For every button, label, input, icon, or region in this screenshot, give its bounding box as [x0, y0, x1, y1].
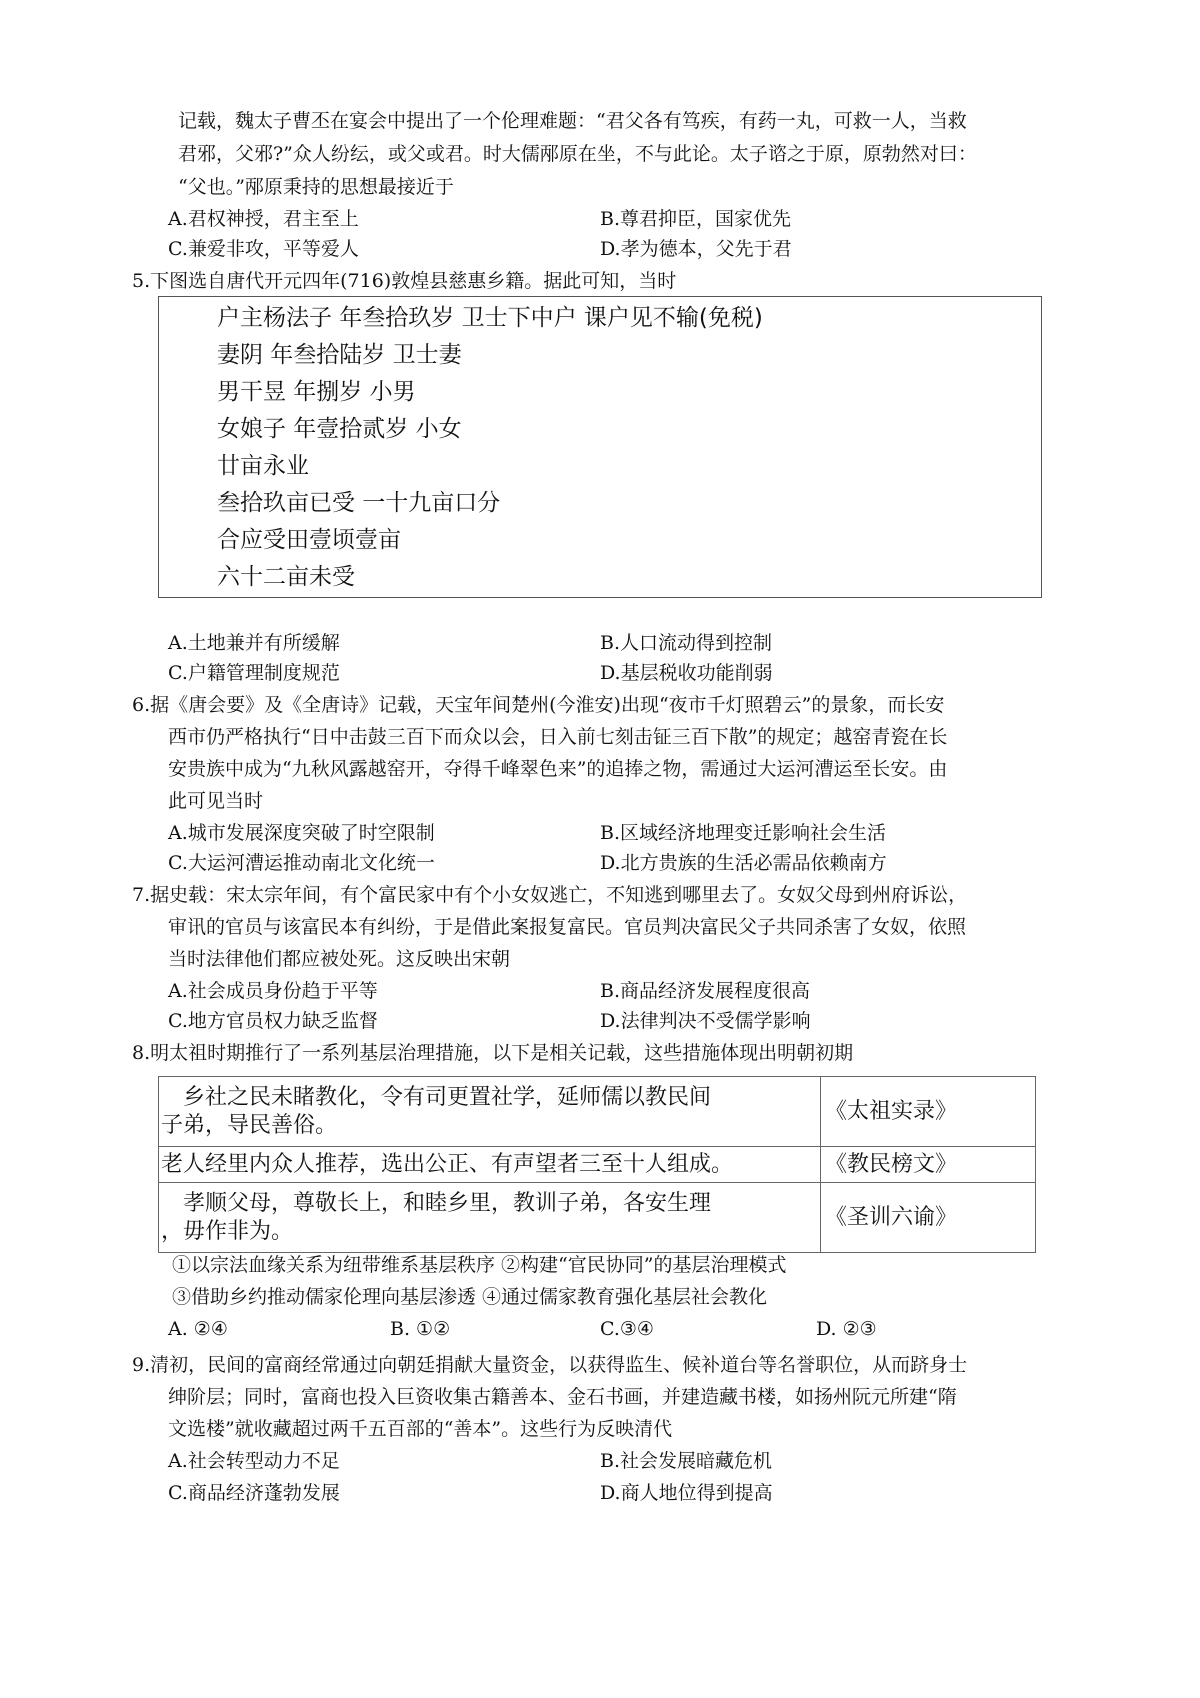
- q8-record-source: 《圣训六谕》: [821, 1183, 1036, 1253]
- q4-stem-line-3: “父也。”邴原秉持的思想最接近于: [178, 176, 454, 198]
- q5-stem: 5.下图选自唐代开元四年(716)敦煌县慈惠乡籍。据此可知，当时: [132, 270, 677, 292]
- q8-records-table: [158, 1076, 1036, 1253]
- q9-stem-line-1: 9.清初，民间的富商经常通过向朝廷捐献大量资金，以获得监生、候补道台等名誉职位，从而跻身士: [132, 1354, 968, 1376]
- q8-row1-text-line-2: 子弟，导民善俗。: [161, 1112, 338, 1138]
- q4-option-a[interactable]: A.君权神授，君主至上: [168, 208, 359, 230]
- q8-option-d[interactable]: D. ②③: [816, 1318, 877, 1340]
- q6-stem-line-4: 此可见当时: [168, 790, 264, 812]
- q8-record-text: [159, 1077, 821, 1147]
- q9-option-c[interactable]: C.商品经济蓬勃发展: [168, 1482, 340, 1504]
- q5-option-a[interactable]: A.土地兼并有所缓解: [168, 632, 340, 654]
- q4-option-b[interactable]: B.尊君抑臣，国家优先: [600, 208, 792, 230]
- q5-register-line-8: 六十二亩未受: [217, 564, 355, 590]
- q5-register-line-1: 户主杨法子 年叁拾玖岁 卫士下中户 课户见不输(免税): [217, 305, 763, 331]
- q5-option-c[interactable]: C.户籍管理制度规范: [168, 662, 340, 684]
- q8-statements-line-2: ③借助乡约推动儒家伦理向基层渗透 ④通过儒家教育强化基层社会教化: [172, 1286, 768, 1308]
- q4-stem-line-2: 君邪，父邪?”众人纷纭，或父或君。时大儒邴原在坐，不与此论。太子谘之于原，原勃然对曰：: [178, 143, 977, 165]
- q4-stem-line-1: 记载，魏太子曹丕在宴会中提出了一个伦理难题：“君父各有笃疾，有药一丸，可救一人，当救: [178, 110, 967, 132]
- q8-option-b[interactable]: B. ①②: [390, 1318, 451, 1340]
- q5-register-line-7: 合应受田壹顷壹亩: [217, 527, 401, 553]
- q6-stem-line-3: 安贵族中成为“九秋风露越窑开，夺得千峰翠色来”的追捧之物，需通过大运河漕运至长安。由: [168, 758, 948, 780]
- q5-register-line-4: 女娘子 年壹拾贰岁 小女: [217, 416, 462, 442]
- q4-option-d[interactable]: D.孝为德本，父先于君: [600, 238, 792, 260]
- q6-stem-line-2: 西市仍严格执行“日中击鼓三百下而众以会，日入前七刻击钲三百下散”的规定；越窑青瓷在长: [168, 726, 948, 748]
- table-row: [159, 1077, 1036, 1147]
- q6-option-c[interactable]: C.大运河漕运推动南北文化统一: [168, 852, 435, 874]
- q8-statements-line-1: ①以宗法血缘关系为纽带维系基层秩序 ②构建“官民协同”的基层治理模式: [172, 1254, 787, 1276]
- q5-register-line-6: 叁拾玖亩已受 一十九亩口分: [217, 490, 501, 516]
- q8-stem: 8.明太祖时期推行了一系列基层治理措施，以下是相关记载，这些措施体现出明朝初期: [132, 1042, 854, 1064]
- q8-record-text: [159, 1183, 821, 1253]
- q8-row3-text-line-1: 孝顺父母，尊敬长上，和睦乡里，教训子弟，各安生理: [161, 1190, 712, 1216]
- q9-stem-line-3: 文选楼”就收藏超过两千五百部的“善本”。这些行为反映清代: [168, 1418, 673, 1440]
- table-row: [159, 1183, 1036, 1253]
- q8-record-source: 《教民榜文》: [821, 1147, 1036, 1183]
- q6-option-d[interactable]: D.北方贵族的生活必需品依赖南方: [600, 852, 887, 874]
- q6-option-b[interactable]: B.区域经济地理变迁影响社会生活: [600, 822, 887, 844]
- q6-option-a[interactable]: A.城市发展深度突破了时空限制: [168, 822, 435, 844]
- q7-option-a[interactable]: A.社会成员身份趋于平等: [168, 980, 378, 1002]
- q7-stem-line-3: 当时法律他们都应被处死。这反映出宋朝: [168, 948, 511, 970]
- q9-stem-line-2: 绅阶层；同时，富商也投入巨资收集古籍善本、金石书画，并建造藏书楼，如扬州阮元所建“隋: [168, 1386, 957, 1408]
- q8-row3-text-line-2: ，毋作非为。: [161, 1218, 294, 1244]
- q5-register-line-3: 男干昱 年捌岁 小男: [217, 379, 416, 405]
- table-row: [159, 1147, 1036, 1183]
- q7-option-d[interactable]: D.法律判决不受儒学影响: [600, 1010, 811, 1032]
- q5-option-d[interactable]: D.基层税收功能削弱: [600, 662, 773, 684]
- q8-record-text: [159, 1147, 821, 1183]
- q9-option-d[interactable]: D.商人地位得到提高: [600, 1482, 773, 1504]
- q5-register-line-5: 廿亩永业: [217, 453, 309, 479]
- q8-row1-text-line-1: 乡社之民未睹教化，令有司更置社学，延师儒以教民间: [161, 1084, 712, 1110]
- q8-row2-text-line-1: 老人经里内众人推荐，选出公正、有声望者三至十人组成。: [161, 1151, 734, 1177]
- q4-option-c[interactable]: C.兼爱非攻，平等爱人: [168, 238, 359, 260]
- q8-option-c[interactable]: C.③④: [600, 1318, 654, 1340]
- q7-stem-line-1: 7.据史载：宋太宗年间，有个富民家中有个小女奴逃亡，不知逃到哪里去了。女奴父母到州府诉讼，: [132, 884, 968, 906]
- q5-household-register-box: [158, 296, 1042, 598]
- q9-option-b[interactable]: B.社会发展暗藏危机: [600, 1450, 773, 1472]
- q8-record-source: 《太祖实录》: [821, 1077, 1036, 1147]
- q6-stem-line-1: 6.据《唐会要》及《全唐诗》记载，天宝年间楚州(今淮安)出现“夜市千灯照碧云”的景象，而长安: [132, 694, 945, 716]
- q5-register-line-2: 妻阴 年叁拾陆岁 卫士妻: [217, 342, 462, 368]
- q9-option-a[interactable]: A.社会转型动力不足: [168, 1450, 340, 1472]
- q7-option-c[interactable]: C.地方官员权力缺乏监督: [168, 1010, 378, 1032]
- q5-option-b[interactable]: B.人口流动得到控制: [600, 632, 773, 654]
- q8-option-a[interactable]: A. ②④: [168, 1318, 228, 1340]
- q7-stem-line-2: 审讯的官员与该富民本有纠纷，于是借此案报复富民。官员判决富民父子共同杀害了女奴，依照: [168, 916, 967, 938]
- q7-option-b[interactable]: B.商品经济发展程度很高: [600, 980, 811, 1002]
